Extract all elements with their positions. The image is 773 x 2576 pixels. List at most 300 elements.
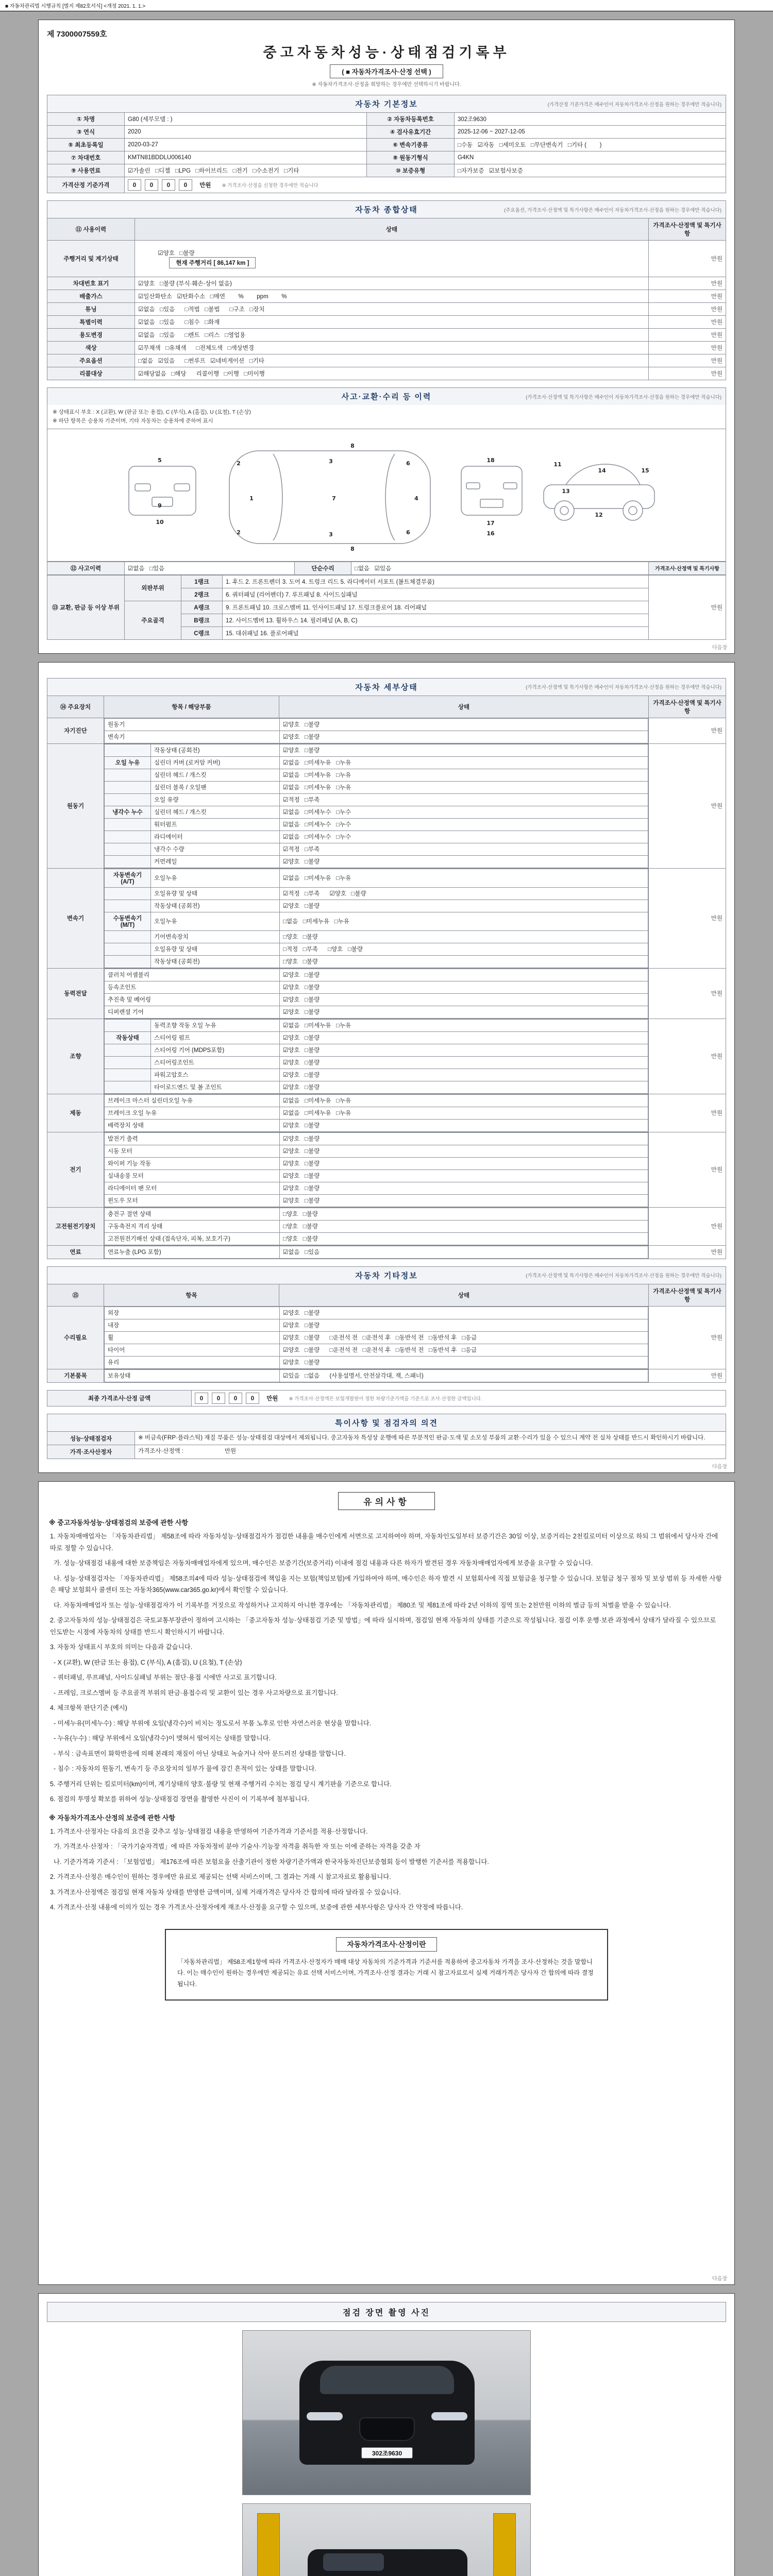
amount-cell: 만원 <box>648 744 726 868</box>
table-row <box>47 342 726 354</box>
car-diagram-svg <box>108 434 665 555</box>
device-item-label: 라디에이터 <box>151 831 280 843</box>
notice-paragraph: - 침수 : 자동차의 원동기, 변속기 등 주요장치의 일부가 물에 잠긴 흔적이 있는 상태를 말합니다. <box>50 1765 316 1773</box>
photos-section-title: 점검 장면 촬영 사진 <box>47 2302 726 2322</box>
device-item-label: 브레이크 오일 누유 <box>105 1107 280 1119</box>
device-group-label: 자기진단 <box>47 718 104 743</box>
section-accident-history-note: (가격조사·산정액 및 특기사항은 매수인이 자동차가격조사·산정을 원하는 경우에만 적습니다) <box>526 394 721 400</box>
device-item-label: 충전구 절연 상태 <box>105 1208 280 1220</box>
panel-number: 11 <box>553 461 562 468</box>
notice-subsection-inspection: ※ 중고자동차성능·상태점검의 보증에 관한 사항 <box>49 1519 189 1527</box>
device-state-checkbox-group[interactable]: ☑적정 □부족 ☑양호 □불량 <box>280 887 648 900</box>
device-item-label: 타이로드엔드 및 볼 조인트 <box>151 1081 280 1093</box>
table-row <box>105 1081 648 1093</box>
car-name-value: G80 (세부모델 : ) <box>125 113 367 126</box>
item-column-header: 항목 <box>104 1284 279 1306</box>
device-item-label: 실린더 헤드 / 개스킷 <box>151 806 280 818</box>
final-price-label: 최종 가격조사·산정 금액 <box>47 1390 192 1406</box>
etc-item-label: 외장 <box>105 1307 280 1319</box>
etc-state-checkbox-group[interactable]: ☑있음 □없음 (사용설명서, 안전삼각대, 잭, 스패너) <box>280 1369 648 1382</box>
device-item-label: 워터펌프 <box>151 818 280 831</box>
device-state-checkbox-group[interactable]: ☑없음 □미세누유 □누유 <box>280 1094 648 1107</box>
table-row <box>105 1031 648 1044</box>
warranty-type-label: ⑩ 보증유형 <box>367 164 455 177</box>
amount-cell: 만원 <box>648 969 726 1019</box>
usage-history-checkbox-group[interactable]: □없음 ☑있음 □썬루프 ☑네비게이션 □기타 <box>135 354 649 367</box>
price-digit: 0 <box>179 179 192 191</box>
state-column-header: 상태 <box>135 218 649 241</box>
inspector-role-label: 성능·상태점검자 <box>47 1431 135 1445</box>
etc-group-label: 기본품목 <box>47 1369 104 1382</box>
table-row <box>105 1307 648 1319</box>
device-state-checkbox-group[interactable]: ☑양호 □불량 <box>280 1194 648 1207</box>
device-rows <box>105 1132 648 1207</box>
section-etc-info <box>47 1266 726 1383</box>
notice-paragraph: 2. 가격조사·산정은 매수인이 원하는 경우에만 유료로 제공되는 선택 서비스이며, 그 결과는 거래 시 참고자료로 활용됩니다. <box>50 1873 391 1881</box>
table-row <box>47 1390 726 1406</box>
device-state-checkbox-group[interactable]: ☑양호 □불량 <box>280 1081 648 1093</box>
device-item-label: 커먼레일 <box>151 855 280 868</box>
device-state-checkbox-group[interactable]: ☑양호 □불량 <box>280 900 648 912</box>
notice-paragraph: - 쿼터패널, 루프패널, 사이드실패널 부위는 절단·용접 시에만 사고로 표기합니다. <box>50 1674 277 1682</box>
device-rows <box>105 869 648 968</box>
device-state-checkbox-group[interactable]: ☑양호 □불량 <box>280 1069 648 1081</box>
panel-number: 15 <box>641 467 649 474</box>
notice-paragraph: 5. 주행거리 단위는 킬로미터(km)이며, 계기상태의 양호·불량 및 현재 주행거리 수치는 점검 당시 계기판을 기준으로 합니다. <box>50 1780 392 1788</box>
device-subgroup-label <box>105 769 151 781</box>
usage-history-label: 튜닝 <box>47 303 135 316</box>
device-state-checkbox-group[interactable]: ☑양호 □불량 <box>280 1119 648 1131</box>
next-page-marker: 다음장 <box>712 645 727 651</box>
device-item-label: 고전원전기배선 상태 (접속단자, 피복, 보호기구) <box>105 1232 280 1245</box>
notice-subsection-appraisal: ※ 자동차가격조사·산정의 보증에 관한 사항 <box>49 1814 175 1822</box>
main-frame-label: 주요골격 <box>125 601 181 639</box>
device-group-powertrain <box>47 969 726 1019</box>
panel-number: 17 <box>486 519 495 527</box>
device-state-checkbox-group[interactable]: □양호 □불량 <box>280 1208 648 1220</box>
device-item-label: 오일누유 <box>151 869 280 887</box>
device-item-label: 스티어링 펌프 <box>151 1031 280 1044</box>
device-state-checkbox-group[interactable]: ☑양호 □불량 <box>280 1157 648 1170</box>
notice-paragraph: 다. 자동차매매업자 또는 성능·상태점검자가 이 기록부를 거짓으로 작성하거나 고지하지 아니한 경우에는 「자동차관리법」 제80조 및 제81조에 따라 2년 이하의 징역 또는 2천만원 이하의 벌금 등의 처벌을 받을 수 있습니다. <box>50 1601 671 1609</box>
car-grille-illustration <box>359 2417 415 2441</box>
device-column-header: ⑭ 주요장치 <box>47 696 104 718</box>
amount-column-header: 가격조사·산정액 및 특기사항 <box>649 696 726 718</box>
table-row <box>47 113 726 126</box>
table-row <box>47 1431 726 1445</box>
device-state-checkbox-group[interactable]: ☑양호 □불량 <box>280 1044 648 1056</box>
table-row <box>105 1182 648 1194</box>
device-subgroup-label <box>105 855 151 868</box>
table-row <box>105 900 648 912</box>
car-headlight-right <box>431 2412 467 2420</box>
amount-cell: 만원 <box>649 241 726 277</box>
table-row <box>105 744 648 756</box>
device-state-checkbox-group[interactable]: ☑없음 □미세누수 □누수 <box>280 831 648 843</box>
price-digit: 0 <box>128 179 141 191</box>
device-state-checkbox-group[interactable]: ☑없음 □미세누유 □누유 <box>280 1107 648 1119</box>
table-row <box>105 731 648 743</box>
panel-basic <box>38 20 735 654</box>
table-row <box>105 955 648 968</box>
device-state-checkbox-group[interactable]: □양호 □불량 <box>280 955 648 968</box>
device-state-checkbox-group[interactable]: ☑없음 □미세누유 □누유 <box>280 869 648 887</box>
etc-item-label: 보유상태 <box>105 1369 280 1382</box>
device-state-checkbox-group[interactable]: ☑양호 □불량 <box>280 1006 648 1018</box>
rank-parts: 15. 대쉬패널 16. 플로어패널 <box>223 626 649 639</box>
amount-cell: 만원 <box>648 1094 726 1132</box>
device-state-checkbox-group[interactable]: ☑없음 □미세누수 □누수 <box>280 806 648 818</box>
table-row <box>47 126 726 139</box>
price-digit: 0 <box>229 1393 242 1404</box>
device-group-self-diagnosis <box>47 718 726 744</box>
fuel-checkbox-group[interactable]: ☑가솔린 □디젤 □LPG □하이브리드 □전기 □수소전기 □기타 <box>125 164 367 177</box>
overall-condition-rows <box>47 277 726 380</box>
device-state-checkbox-group[interactable]: ☑없음 □미세누유 □누유 <box>280 781 648 793</box>
section-etc-info-title: 자동차 기타정보 <box>355 1271 418 1280</box>
device-state-checkbox-group[interactable]: ☑적정 □부족 <box>280 843 648 855</box>
inspection-photo-lift <box>242 2503 531 2576</box>
usage-history-label: 차대번호 표기 <box>47 277 135 290</box>
device-subgroup-label <box>105 900 151 912</box>
device-state-checkbox-group[interactable]: ☑없음 □미세누유 □누유 <box>280 1019 648 1031</box>
panel-number: 18 <box>486 456 495 464</box>
usage-history-checkbox-group[interactable]: ☑일산화탄소 ☑탄화수소 □매연 % ppm % <box>135 290 649 303</box>
model-year-label: ③ 연식 <box>47 126 125 139</box>
notice-paragraph: 나. 성능·상태점검자는 「자동차관리법」 제58조의4에 따라 성능·상태점검에 책임을 지는 보험(책임보험)에 가입하여야 하며, 매수인은 하자 발견 시 보험회사에 직접 보험금을 청구할 수 있습니다. 보험금 청구 절차 및 보상 범위 등 자세한 사항은 해당 보험회사 콜센터 또는 자동차365(www.car365.go.kr)에서 확인할 수 있습니다. <box>50 1574 722 1594</box>
rank-label: B랭크 <box>181 614 223 626</box>
usage-history-checkbox-group[interactable]: ☑해당없음 □해당 리콜이행 □이행 □미이행 <box>135 367 649 380</box>
document-number: 제 7300007559호 <box>47 30 107 39</box>
notice-paragraph: 1. 자동차매매업자는 「자동차관리법」 제58조에 따라 자동차성능·상태점검자가 점검한 내용을 매수인에게 서면으로 고지하여야 하며, 자동차인도일부터 보증기간은 30일 이상, 보증거리는 2천킬로미터 이상으로 하되 그 범위에서 당사자 간에 따로 정할 수 있습니다. <box>50 1533 720 1552</box>
table-row <box>105 930 648 943</box>
first-registration-value: 2020-03-27 <box>125 139 367 151</box>
panel-number: 10 <box>156 518 164 526</box>
notice-paragraph: - 프레임, 크로스멤버 등 주요골격 부위의 판금·용접수리 및 교환이 있는 경우 사고차량으로 표기합니다. <box>50 1689 338 1697</box>
table-row <box>47 139 726 151</box>
device-group-label: 전기 <box>47 1132 104 1207</box>
device-state-checkbox-group[interactable]: ☑없음 □미세누수 □누수 <box>280 818 648 831</box>
table-row <box>105 1220 648 1232</box>
device-state-checkbox-group[interactable]: ☑없음 □미세누유 □누유 <box>280 756 648 769</box>
device-state-checkbox-group[interactable]: ☑양호 □불량 <box>280 993 648 1006</box>
table-row <box>105 1132 648 1145</box>
device-rows <box>105 969 648 1018</box>
simple-repair-label: 단순수리 <box>295 562 351 574</box>
table-row <box>105 969 648 981</box>
device-subgroup-label <box>105 1056 151 1069</box>
device-state-checkbox-group[interactable]: ☑양호 □불량 <box>280 744 648 756</box>
section-overall-condition-note: (주요옵션, 가격조사·산정액 및 특기사항은 매수인이 자동차가격조사·산정을 원하는 경우에만 적습니다) <box>504 207 721 213</box>
base-price-value <box>125 177 726 193</box>
usage-history-label: 색상 <box>47 342 135 354</box>
table-header-row <box>47 696 726 718</box>
rank-label: C랭크 <box>181 626 223 639</box>
price-survey-option-checkbox[interactable]: ( ■ 자동차가격조사·산정 선택 ) <box>330 64 443 78</box>
etc-item-label: 타이어 <box>105 1344 280 1356</box>
device-state-checkbox-group[interactable]: □적정 □부족 □양호 □불량 <box>280 943 648 955</box>
usage-history-label: 용도변경 <box>47 329 135 342</box>
usage-history-label: 배출가스 <box>47 290 135 303</box>
table-row <box>105 1246 648 1258</box>
amount-cell: 만원 <box>648 1369 726 1382</box>
panel-number: 6 <box>406 460 410 467</box>
panel-number: 13 <box>562 487 570 495</box>
device-state-checkbox-group[interactable]: ☑양호 □불량 <box>280 731 648 743</box>
inspector-opinion-text: ※ 비금속(FRP·플라스틱) 재질 부품은 성능·상태점검 대상에서 제외됩니다. 중고자동차 특성상 운행에 따른 부분적인 판금·도색 및 소모성 부품의 교환·수리가 있을 수 있으니 계약 전 실차 상태를 반드시 확인하시기 바랍니다. <box>135 1431 726 1445</box>
usage-history-label: 특별이력 <box>47 316 135 329</box>
device-subgroup-label <box>105 1081 151 1093</box>
amount-cell: 만원 <box>649 367 726 380</box>
table-row <box>47 562 726 574</box>
section-inspector-opinion <box>47 1414 726 1460</box>
device-state-checkbox-group[interactable]: ☑양호 □불량 <box>280 981 648 993</box>
device-state-checkbox-group[interactable]: ☑적정 □부족 <box>280 793 648 806</box>
device-item-label: 구동축전지 격리 상태 <box>105 1220 280 1232</box>
device-state-checkbox-group[interactable]: ☑양호 □불량 <box>280 718 648 731</box>
price-survey-option-note: ※ 자동차가격조사·산정을 희망하는 경우에만 선택하시기 바랍니다. <box>312 82 461 88</box>
usage-history-checkbox-group[interactable]: ☑없음 □있음 □침수 □화재 <box>135 316 649 329</box>
device-state-checkbox-group[interactable]: □양호 □불량 <box>280 930 648 943</box>
etc-state-checkbox-group[interactable]: ☑양호 □불량 □운전석 전 □운전석 후 □동반석 전 □동반석 후 □응급 <box>280 1344 648 1356</box>
detail-condition-header-table <box>47 696 726 718</box>
table-row <box>105 1069 648 1081</box>
device-item-label: 오일유량 및 상태 <box>151 887 280 900</box>
notice-paragraphs-appraisal <box>47 1826 726 1913</box>
usage-history-checkbox-group[interactable]: ☑무채색 □유채색 □전체도색 □색상변경 <box>135 342 649 354</box>
device-subgroup-label <box>105 781 151 793</box>
table-row <box>105 887 648 900</box>
device-item-label: 라디에이터 팬 모터 <box>105 1182 280 1194</box>
table-row <box>47 277 726 290</box>
etc-state-checkbox-group[interactable]: ☑양호 □불량 □운전석 전 □운전석 후 □동반석 전 □동반석 후 □응급 <box>280 1331 648 1344</box>
usage-history-label: 리콜대상 <box>47 367 135 380</box>
panel-number: 12 <box>595 511 603 518</box>
device-group-label: 원동기 <box>47 744 104 868</box>
section-overall-condition-title: 자동차 종합상태 <box>355 206 418 214</box>
amount-cell: 만원 <box>648 1019 726 1094</box>
device-item-label: 와이퍼 기능 작동 <box>105 1157 280 1170</box>
section-accident-history-title: 사고·교환·수리 등 이력 <box>341 393 432 401</box>
table-row <box>105 993 648 1006</box>
license-plate: 302조9630 <box>361 2447 413 2459</box>
first-registration-label: ⑤ 최초등록일 <box>47 139 125 151</box>
device-item-label: 기어변속장치 <box>151 930 280 943</box>
section-etc-info-header <box>47 1266 726 1284</box>
table-row <box>47 151 726 164</box>
state-code-legend <box>47 405 726 429</box>
device-subgroup-label: 냉각수 누수 <box>105 806 151 818</box>
device-subgroup-label <box>105 1019 151 1031</box>
device-state-checkbox-group[interactable]: ☑양호 □불량 <box>280 1170 648 1182</box>
panel-photos-signature <box>38 2293 735 2576</box>
table-row <box>105 1170 648 1182</box>
section-accident-history <box>47 387 726 640</box>
amount-cell: 만원 <box>649 316 726 329</box>
transmission-checkbox-group[interactable]: □수동 ☑자동 □세미오토 □무단변속기 □기타 ( ) <box>455 139 726 151</box>
price-digit: 0 <box>162 179 175 191</box>
device-item-label: 스티어링 기어 (MDPS포함) <box>151 1044 280 1056</box>
panel-number: 8 <box>350 442 355 449</box>
table-row <box>105 806 648 818</box>
section-inspector-opinion-title: 특이사항 및 점검자의 의견 <box>335 1418 438 1428</box>
device-group-brake <box>47 1094 726 1132</box>
table-row <box>47 601 726 614</box>
current-mileage-box: 현재 주행거리 [ 86,147 km ] <box>169 257 256 268</box>
notice-paragraph: 6. 점검의 투명성 확보를 위하여 성능·상태점검 장면을 촬영한 사진이 이 기록부에 첨부됩니다. <box>50 1795 310 1803</box>
device-subgroup-label <box>105 831 151 843</box>
base-price-note: ※ 가격조사·산정을 신청한 경우에만 적습니다 <box>222 183 318 189</box>
device-item-label: 작동상태 (공회전) <box>151 744 280 756</box>
device-item-label: 작동상태 (공회전) <box>151 900 280 912</box>
base-price-label: 가격산정 기준가격 <box>47 177 125 193</box>
panel-detail <box>38 662 735 1473</box>
device-item-label: 동력조향 작동 오일 누유 <box>151 1019 280 1031</box>
device-group-label: 고전원전기장치 <box>47 1208 104 1245</box>
device-rows <box>105 1019 648 1093</box>
warranty-type-checkbox-group[interactable]: □자가보증 ☑보험사보증 <box>455 164 726 177</box>
panel-number: 14 <box>598 467 606 474</box>
device-subgroup-label <box>105 793 151 806</box>
car-windshield-illustration <box>320 2366 454 2394</box>
fuel-label: ⑨ 사용연료 <box>47 164 125 177</box>
notice-title: 유의사항 <box>338 1492 435 1510</box>
device-subgroup-label <box>105 1069 151 1081</box>
device-state-checkbox-group[interactable]: ☑없음 □미세누유 □누유 <box>280 769 648 781</box>
price-unit: 만원 <box>266 1395 278 1402</box>
etc-number-column-header: ⑮ <box>47 1284 104 1306</box>
device-item-label: 스티어링조인트 <box>151 1056 280 1069</box>
table-row <box>105 1119 648 1131</box>
device-state-checkbox-group[interactable]: ☑양호 □불량 <box>280 1031 648 1044</box>
table-row <box>105 943 648 955</box>
device-item-label: 실린더 헤드 / 개스킷 <box>151 769 280 781</box>
device-item-label: 윈도우 모터 <box>105 1194 280 1207</box>
state-column-header: 상태 <box>279 696 649 718</box>
simple-repair-checkbox-group[interactable]: □없음 ☑있음 <box>351 562 649 574</box>
device-group-label: 동력전달 <box>47 969 104 1019</box>
device-state-checkbox-group[interactable]: ☑양호 □불량 <box>280 1056 648 1069</box>
device-item-label: 브레이크 마스터 실린더오일 누유 <box>105 1094 280 1107</box>
notice-paragraph: 3. 가격조사·산정액은 점검일 현재 자동차 상태를 반영한 금액이며, 실제 거래가격은 당사자 간 합의에 따라 달라질 수 있습니다. <box>50 1888 401 1896</box>
device-item-label: 오일 유량 <box>151 793 280 806</box>
etc-item-label: 휠 <box>105 1331 280 1344</box>
etc-group-repair-needed <box>47 1307 726 1369</box>
device-state-checkbox-group[interactable]: ☑양호 □불량 <box>280 855 648 868</box>
device-group-electrical <box>47 1132 726 1208</box>
device-state-checkbox-group[interactable]: □양호 □불량 <box>280 1220 648 1232</box>
device-state-checkbox-group[interactable]: ☑없음 □있음 <box>280 1246 648 1258</box>
etc-group-basic-items <box>47 1369 726 1383</box>
usage-history-checkbox-group[interactable]: ☑없음 □있음 □렌트 □리스 □영업용 <box>135 329 649 342</box>
usage-history-checkbox-group[interactable]: ☑양호 □불량 (부식·훼손·상이 없음) <box>135 277 649 290</box>
rank-label: 2랭크 <box>181 588 223 601</box>
table-row <box>105 1145 648 1157</box>
overall-condition-table <box>47 218 726 380</box>
exchange-repair-table <box>47 575 726 640</box>
table-row <box>105 1194 648 1207</box>
state-code-legend-line2: ※ 하단 항목은 승용차 기준이며, 기타 자동차는 승용차에 준하여 표시 <box>53 417 213 424</box>
final-price-note: ※ 가격조사·산정액은 보험개발원이 정한 차량기준가액을 기준으로 조사·산정한 금액입니다. <box>289 1396 482 1402</box>
car-panel-diagram <box>47 429 726 562</box>
table-row <box>47 329 726 342</box>
device-state-checkbox-group[interactable]: ☑양호 □불량 <box>280 1145 648 1157</box>
table-row <box>47 241 726 277</box>
table-row <box>47 164 726 177</box>
notice-paragraph: 3. 자동차 상태표시 부호의 의미는 다음과 같습니다. <box>50 1643 193 1651</box>
table-row <box>105 912 648 930</box>
notice-paragraph: 4. 체크항목 판단기준 (예시) <box>50 1704 127 1712</box>
table-row <box>105 1356 648 1368</box>
section-inspector-opinion-header <box>47 1414 726 1431</box>
etc-state-checkbox-group[interactable]: ☑양호 □불량 <box>280 1319 648 1331</box>
panel-number: 5 <box>158 456 162 464</box>
device-state-checkbox-group[interactable]: □양호 □불량 <box>280 1232 648 1245</box>
device-state-checkbox-group[interactable]: ☑양호 □불량 <box>280 1132 648 1145</box>
device-group-label: 연료 <box>47 1246 104 1259</box>
mileage-state-checkboxes[interactable] <box>135 241 649 277</box>
amount-cell: 만원 <box>648 1208 726 1245</box>
next-page-marker: 다음장 <box>712 1464 727 1470</box>
device-item-label: 배력장치 상태 <box>105 1119 280 1131</box>
price-digit: 0 <box>195 1393 208 1404</box>
section-detail-condition-header <box>47 678 726 696</box>
panel-number: 2 <box>237 460 241 467</box>
table-row <box>105 981 648 993</box>
table-row <box>105 769 648 781</box>
notice-paragraph: 4. 가격조사·산정 내용에 이의가 있는 경우 가격조사·산정자에게 재조사·산정을 요구할 수 있으며, 보증에 관한 세부사항은 당사자 간 약정에 따릅니다. <box>50 1904 463 1911</box>
table-row <box>105 756 648 769</box>
device-group-steering <box>47 1019 726 1094</box>
device-state-checkbox-group[interactable]: □없음 □미세누유 □누유 <box>280 912 648 930</box>
etc-state-checkbox-group[interactable]: ☑양호 □불량 <box>280 1307 648 1319</box>
device-rows <box>105 1208 648 1245</box>
usage-history-checkbox-group[interactable]: ☑없음 □있음 □적법 □불법 □구조 □장치 <box>135 303 649 316</box>
table-row <box>105 818 648 831</box>
device-state-checkbox-group[interactable]: ☑양호 □불량 <box>280 969 648 981</box>
table-row <box>105 1157 648 1170</box>
amount-cell: 만원 <box>648 1307 726 1369</box>
table-row <box>47 575 726 588</box>
table-header-row <box>47 1284 726 1306</box>
table-row <box>105 1019 648 1031</box>
notice-paragraph: 나. 기준가격과 기준서 : 「보험업법」 제176조에 따른 보험요율 산출기관이 정한 차량기준가액과 한국자동차진단보증협회 등이 발행한 기준서를 적용합니다. <box>50 1858 489 1866</box>
price-appraisal-definition-box <box>165 1929 608 2001</box>
vin-value: KMTN81BDDLU006140 <box>125 151 367 164</box>
inspection-period-label: ④ 검사유효기간 <box>367 126 455 139</box>
etc-item-label: 내장 <box>105 1319 280 1331</box>
print-header: ■ 자동차관리법 시행규칙 [별지 제82호서식] <개정 2021. 1. 1.> <box>0 0 773 11</box>
lift-post-left <box>257 2513 280 2576</box>
panel-number: 2 <box>237 529 241 536</box>
device-item-label: 작동상태 (공회전) <box>151 955 280 968</box>
notice-paragraph: - X (교환), W (판금 또는 용접), C (부식), A (흠집), U (요철), T (손상) <box>50 1658 242 1666</box>
table-row <box>105 1369 648 1382</box>
accident-history-checkbox-group[interactable]: ☑없음 □있음 <box>125 562 295 574</box>
panel-number: 4 <box>414 495 418 502</box>
etc-state-checkbox-group[interactable]: ☑양호 □불량 <box>280 1356 648 1368</box>
section-basic-info-note: (가격산정 기준가격은 매수인이 자동차가격조사·산정을 원하는 경우에만 적습니다) <box>547 101 721 108</box>
device-subgroup-label <box>105 943 151 955</box>
device-state-checkbox-group[interactable]: ☑양호 □불량 <box>280 1182 648 1194</box>
device-subgroup-label: 작동상태 <box>105 1031 151 1044</box>
device-item-label: 오일유량 및 상태 <box>151 943 280 955</box>
notice-paragraph: 1. 가격조사·산정자는 다음의 요건을 갖추고 성능·상태점검 내용을 반영하여 기준가격과 기준서를 적용·산정합니다. <box>50 1827 368 1835</box>
etc-group-label: 수리필요 <box>47 1307 104 1369</box>
device-subgroup-label <box>105 930 151 943</box>
table-row <box>105 1044 648 1056</box>
state-column-header: 상태 <box>279 1284 649 1306</box>
